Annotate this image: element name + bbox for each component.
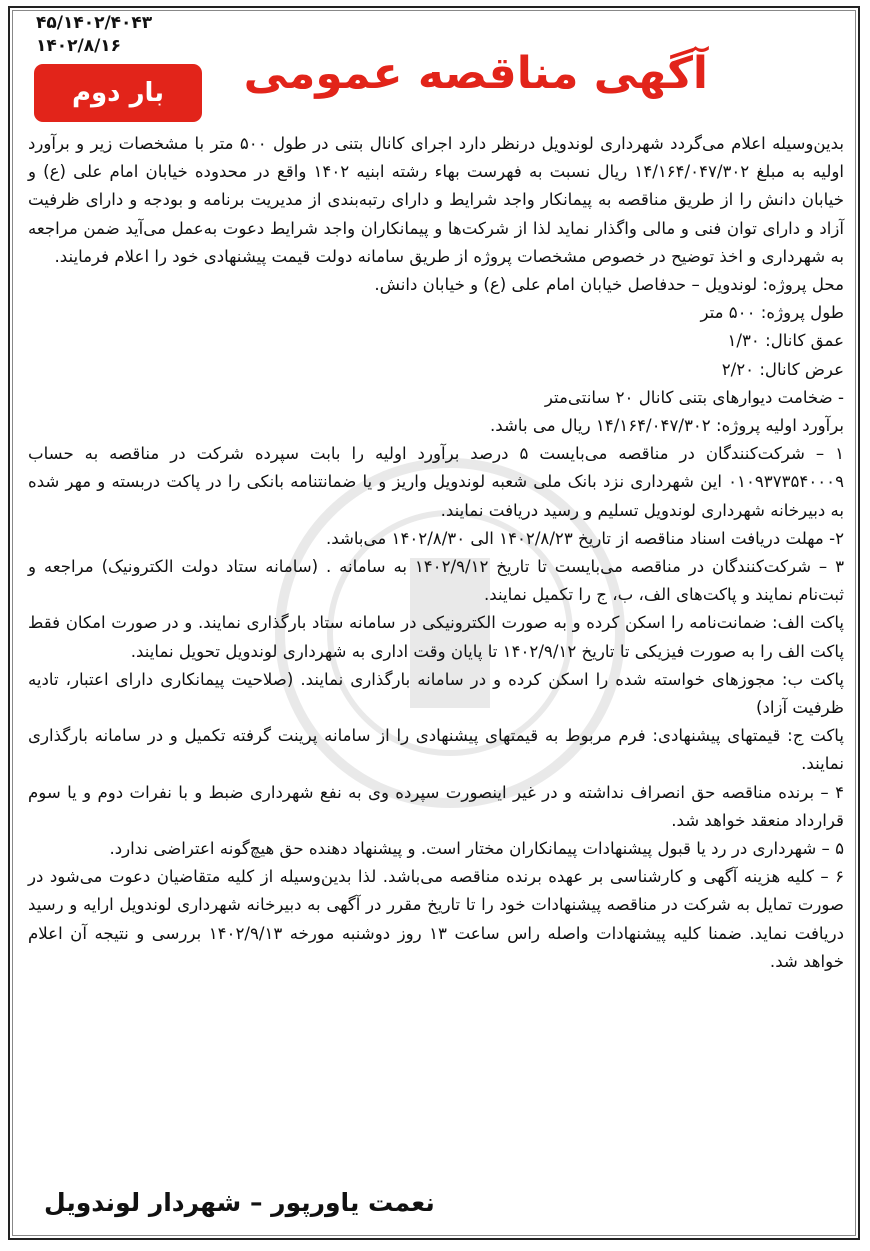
clause-3: ۳ – شرکت‌کنندگان در مناقصه می‌بایست تا تاریخ ۱۴۰۲/۹/۱۲ به سامانه . (سامانه ستاد دولت الکترونیک) مراجعه و ثبت‌نام نمایند و پاکت‌های الف، ب، ج را تکمیل نمایند. bbox=[28, 557, 845, 605]
clause-6: ۶ – کلیه هزینه آگهی و کارشناسی بر عهده برنده مناقصه می‌باشد. لذا بدین‌وسیله از کلیه متقاضیان دعوت می‌شود در صورت تمایل به شرکت در مناقصه پیشنهادات خود را تا تاریخ مقرر در آگهی به دبیرخانه شهرداری لوندویل ارایه و رسید دریافت نماید. ضمنا کلیه پیشنهادات واصله راس ساعت ۱۳ روز دوشنبه مورخه ۱۴۰۲/۹/۱۳ بررسی و نتیجه آن اعلام خواهد شد. bbox=[28, 867, 844, 971]
packet-b: پاکت ب: مجوزهای خواسته شده را اسکن کرده و در سامانه بارگذاری نمایند. (صلاحیت پیمانکاری دارای اعتبار، تادیه ظرفیت آزاد) bbox=[28, 669, 844, 718]
reference-number: ۴۵/۱۴۰۲/۴۰۴۳ bbox=[36, 13, 153, 33]
clause-5: ۵ – شهرداری در رد یا قبول پیشنهادات پیمانکاران مختار است. و پیشنهاد دهنده حق هیچ‌گونه اعتراضی ندارد. bbox=[109, 839, 844, 859]
clause-4: ۴ – برنده مناقصه حق انصراف نداشته و در غیر اینصورت سپرده وی به نفع شهرداری ضبط و با نفرات دوم و یا سوم قرارداد منعقد خواهد شد. bbox=[28, 782, 844, 830]
packet-a: پاکت الف: ضمانت‌نامه را اسکن کرده و به صورت الکترونیکی در سامانه ستاد بارگذاری نمایند. و در صورت امکان فقط پاکت الف را به صورت فیزیکی تا تاریخ ۱۴۰۲/۹/۱۲ تا پایان وقت اداری به شهرداری لوندویل تحویل نمایند. bbox=[28, 613, 844, 661]
project-length: طول پروژه: ۵۰۰ متر bbox=[700, 303, 844, 323]
intro-paragraph: بدین‌وسیله اعلام می‌گردد شهرداری لوندویل درنظر دارد اجرای کانال بتنی در طول ۵۰۰ متر با مشخصات زیر و برآورد اولیه به مبلغ ۱۴/۱۶۴/۰۴۷/۳۰۲ ریال نسبت به فهرست بهاء رشته ابنیه ۱۴۰۲ واقع در محدوده خیابان امام علی (ع) و خیابان دانش را از طریق مناقصه به پیمانکار واجد شرایط و دارای رتبه‌بندی از مدیریت برنامه و بودجه و دارای ظرفیت آزاد و دارای توان فنی و مالی واگذار نماید لذا از شرکت‌ها و پیمانکاران واجد شرایط دعوت به‌عمل می‌آید ضمن مراجعه به شهرداری و اخذ توضیح در خصوص مشخصات پروژه از طریق سامانه دولت قیمت پیشنهادی خود را اعلام فرمایند. bbox=[28, 134, 845, 266]
notice-page bbox=[8, 6, 860, 1240]
packet-c: پاکت ج: قیمتهای پیشنهادی: فرم مربوط به قیمتهای پیشنهادی را از سامانه پرینت گرفته تکمیل و در سامانه بارگذاری نمایند. bbox=[28, 726, 844, 774]
notice-date: ۱۴۰۲/۸/۱۶ bbox=[36, 36, 122, 56]
second-round-badge: بار دوم bbox=[34, 64, 202, 122]
canal-depth: عمق کانال: ۱/۳۰ bbox=[727, 331, 844, 351]
notice-body bbox=[28, 130, 844, 976]
initial-estimate: برآورد اولیه پروژه: ۱۴/۱۶۴/۰۴۷/۳۰۲ ریال می باشد. bbox=[490, 416, 844, 436]
clause-2: ۲- مهلت دریافت اسناد مناقصه از تاریخ ۱۴۰۲/۸/۲۳ الی ۱۴۰۲/۸/۳۰ می‌باشد. bbox=[325, 528, 844, 548]
mayor-signature: نعمت یاورپور – شهردار لوندویل bbox=[44, 1188, 435, 1217]
clause-1: ۱ – شرکت‌کنندگان در مناقصه می‌بایست ۵ درصد برآورد اولیه را بابت سپرده شرکت در مناقصه به حساب ۰۱۰۹۳۷۳۵۴۰۰۰۹ این شهرداری نزد بانک ملی شعبه لوندویل واریز و یا ضمانتنامه بانکی را در پاکت دربسته و مهر شده به دبیرخانه شهرداری لوندویل تسلیم و رسید دریافت نمایند. bbox=[28, 444, 844, 520]
canal-width: عرض کانال: ۲/۲۰ bbox=[721, 359, 844, 379]
reference-block bbox=[36, 12, 152, 58]
notice-title: آگهی مناقصه عمومی bbox=[243, 48, 708, 99]
project-location: محل پروژه: لوندویل – حدفاصل خیابان امام علی (ع) و خیابان دانش. bbox=[374, 275, 844, 295]
wall-thickness: - ضخامت دیوارهای بتنی کانال ۲۰ سانتی‌متر bbox=[544, 387, 844, 407]
